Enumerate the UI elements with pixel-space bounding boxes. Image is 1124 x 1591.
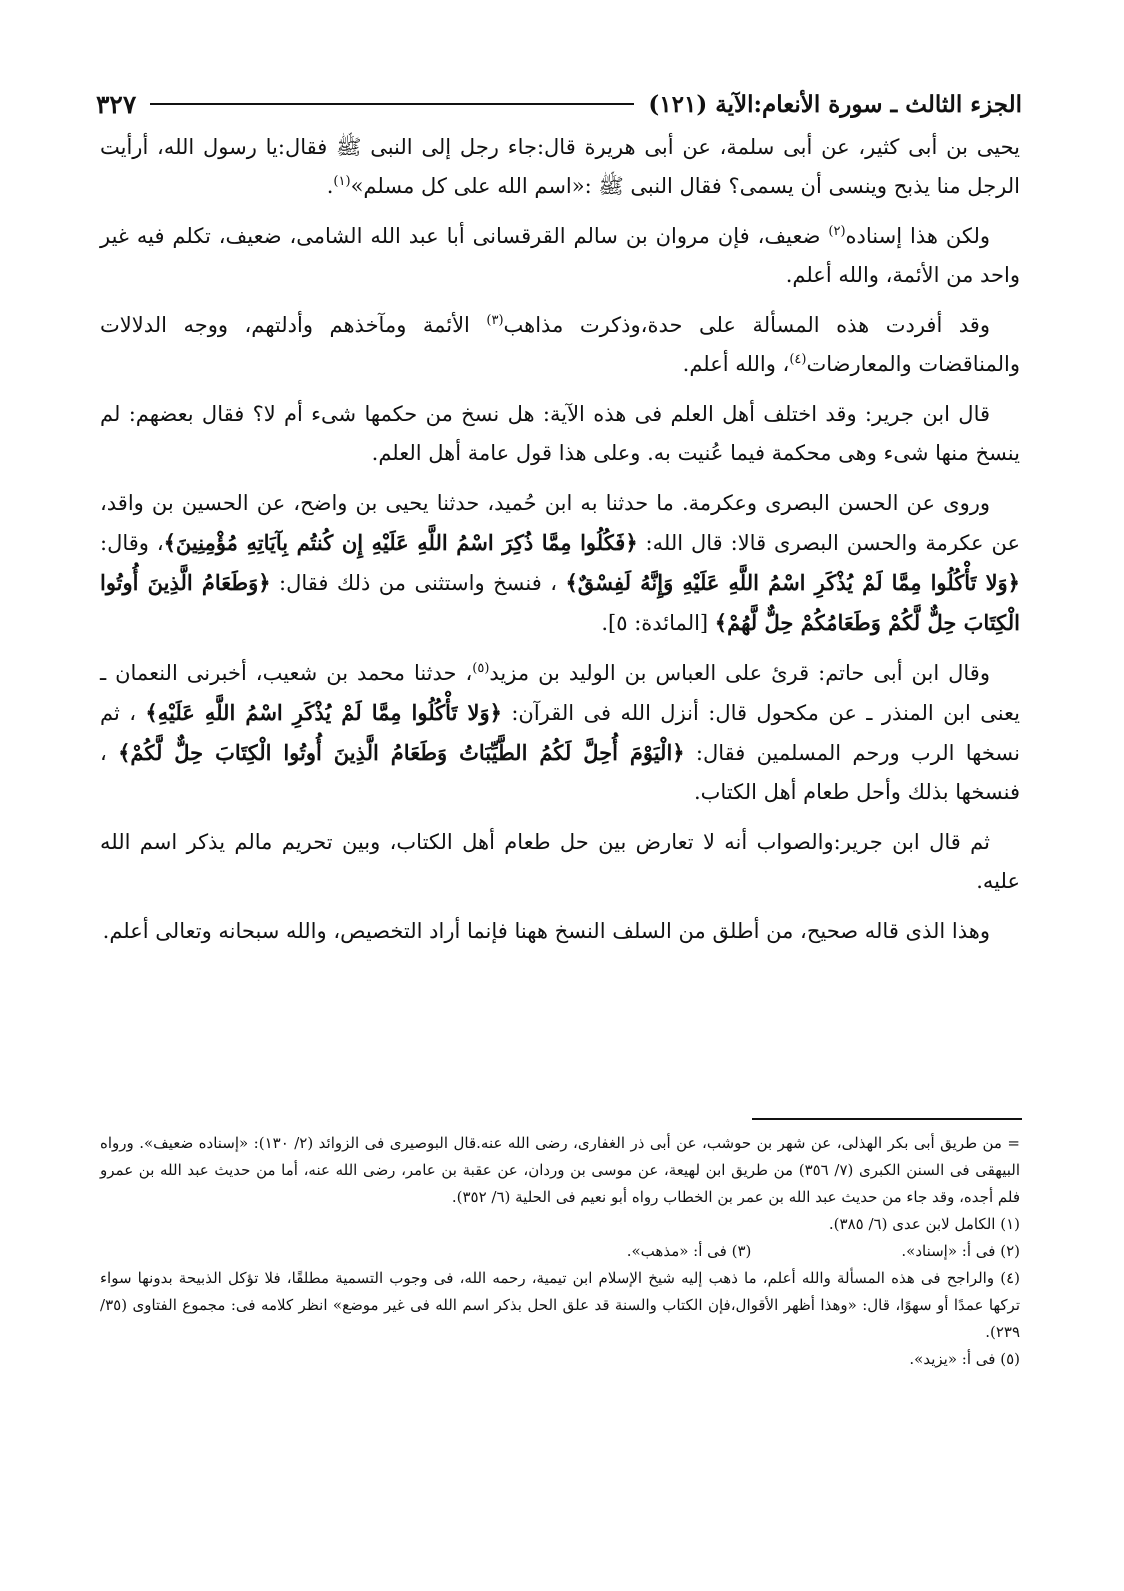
footnote-5: (٥) فى أ: «يزيد». <box>909 1350 1020 1368</box>
paragraph-2 <box>100 217 1020 295</box>
footnote-pair <box>100 1238 1020 1265</box>
footnote-2: (٢) فى أ: «إسناد». <box>901 1242 1020 1260</box>
quran-verse: ﴿الْيَوْمَ أُحِلَّ لَكُمُ الطَّيِّبَاتُ وَطَعَامُ الَّذِينَ أُوتُوا الْكِتَابَ حِلٌّ لَّكُمْ﴾ <box>118 740 685 765</box>
paragraph-1 <box>100 128 1020 206</box>
quran-verse: ﴿وَلا تَأْكُلُوا مِمَّا لَمْ يُذْكَرِ اسْمُ اللَّهِ عَلَيْهِ وَإِنَّهُ لَفِسْقٌ﴾ <box>565 570 1020 595</box>
paragraph-4 <box>100 395 1020 473</box>
text-segment: قال ابن جرير: وقد اختلف أهل العلم فى هذه الآية: هل نسخ من حكمها شىء أم لا؟ فقال بعضهم: لم ينسخ منها شىء وهى محكمة فيما عُنيت به. وعلى هذا قول عامة أهل العلم. <box>100 402 1020 465</box>
footnote-marker: (١) <box>333 174 351 189</box>
text-segment: وقال ابن أبى حاتم: قرئ على العباس بن الوليد بن مزيد <box>489 661 990 685</box>
footnote-marker: (٤) <box>789 352 807 367</box>
text-segment: ، فنسخها بذلك وأحل طعام أهل الكتاب. <box>100 741 1020 804</box>
footnote-marker: (٣) <box>486 313 504 328</box>
footnote-continuation: = من طريق أبى بكر الهذلى، عن شهر بن حوشب، عن أبى ذر الغفارى، رضى الله عنه.قال البوصيرى فى الزوائد (٢/ ١٣٠): «إسناده ضعيف». ورواه البيهقى فى السنن الكبرى (٧/ ٣٥٦) من طريق ابن لهيعة، عن موسى بن وردان، عن عقبة بن عامر، رضى الله عنه، أما من حديث عبد الله بن عمرو فلم أجده، وقد جاء من حديث عبد الله بن عمر بن الخطاب رواه أبو نعيم فى الحلية (٦/ ٣٥٢). <box>100 1134 1020 1206</box>
text-segment: يحيى بن أبى كثير، عن أبى سلمة، عن أبى هريرة قال:جاء رجل إلى النبى ﷺ فقال:يا رسول الله، أرأيت الرجل منا يذبح وينسى أن يسمى؟ فقال النبى ﷺ :«اسم الله على كل مسلم» <box>100 135 1020 198</box>
text-segment: وهذا الذى قاله صحيح، من أطلق من السلف النسخ ههنا فإنما أراد التخصيص، والله سبحانه وتعالى أعلم. <box>102 919 990 943</box>
main-text <box>100 128 1020 962</box>
paragraph-8 <box>100 912 1020 951</box>
footnote-marker: (٥) <box>472 661 490 676</box>
text-segment: وقد أفردت هذه المسألة على حدة،وذكرت مذاهب <box>503 313 990 337</box>
text-segment: ضعيف، فإن مروان بن سالم القرقسانى أبا عبد الله الشامى، ضعيف، تكلم فيه غير واحد من الأئمة، والله أعلم. <box>100 224 1020 287</box>
text-segment: ثم قال ابن جرير:والصواب أنه لا تعارض بين حل طعام أهل الكتاب، وبين تحريم مالم يذكر اسم الله عليه. <box>100 830 1020 893</box>
quran-verse: ﴿وَطَعَامُ الَّذِينَ أُوتُوا الْكِتَابَ حِلٌّ لَّكُمْ وَطَعَامُكُمْ حِلٌّ لَّهُمْ﴾ <box>100 570 1020 635</box>
quran-verse: ﴿وَلا تَأْكُلُوا مِمَّا لَمْ يُذْكَرِ اسْمُ اللَّهِ عَلَيْهِ﴾ <box>145 700 502 725</box>
header-rule <box>150 103 634 105</box>
text-segment: [المائدة: ٥]. <box>601 611 715 635</box>
footnote-divider <box>752 1118 1022 1120</box>
text-segment: . <box>326 174 334 198</box>
running-header <box>96 84 1022 124</box>
paragraph-6 <box>100 654 1020 812</box>
text-segment: ، حدثنا محمد بن شعيب، أخبرنى النعمان ـ يعنى ابن المنذر ـ عن مكحول قال: أنزل الله فى القرآن: <box>100 661 1021 725</box>
paragraph-7 <box>100 823 1020 901</box>
paragraph-3 <box>100 306 1020 384</box>
text-segment: ، فنسخ واستثنى من ذلك فقال: <box>270 571 566 595</box>
footnote-marker: (٢) <box>828 224 846 239</box>
text-segment: ، وقال: <box>100 531 164 555</box>
paragraph-5 <box>100 484 1020 643</box>
text-segment: وروى عن الحسن البصرى وعكرمة. ما حدثنا به ابن حُميد، حدثنا يحيى بن واضح، عن الحسين بن واقد، عن عكرمة والحسن البصرى قالا: قال الله: <box>100 491 1020 555</box>
text-segment: الأئمة ومآخذهم وأدلتهم، ووجه الدلالات والمناقضات والمعارضات <box>100 313 1020 376</box>
footnotes <box>100 1130 1020 1373</box>
text-segment: ، ثم نسخها الرب ورحم المسلمين فقال: <box>100 701 1020 765</box>
page-number: ٣٢٧ <box>96 89 137 119</box>
footnote-4: (٤) والراجح فى هذه المسألة والله أعلم، ما ذهب إليه شيخ الإسلام ابن تيمية، رحمه الله، فى وجوب التسمية مطلقًا، فلا تؤكل الذبيحة بدونها سواء تركها عمدًا أو سهوًا، قال: «وهذا أظهر الأقوال،فإن الكتاب والسنة قد علق الحل بذكر اسم الله فى غير موضع» انظر كلامه فى: مجموع الفتاوى (٣٥/ ٢٣٩). <box>100 1269 1020 1341</box>
text-segment: ولكن هذا إسناده <box>845 224 990 248</box>
footnote-3: (٣) فى أ: «مذهب». <box>626 1242 752 1260</box>
footnote-1: (١) الكامل لابن عدى (٦/ ٣٨٥). <box>828 1215 1020 1233</box>
text-segment: ، والله أعلم. <box>682 352 790 376</box>
header-title: الجزء الثالث ـ سورة الأنعام:الآية (١٢١) <box>648 90 1022 118</box>
quran-verse: ﴿فَكُلُوا مِمَّا ذُكِرَ اسْمُ اللَّهِ عَلَيْهِ إِن كُنتُم بِآيَاتِهِ مُؤْمِنِينَ﴾ <box>163 530 638 555</box>
